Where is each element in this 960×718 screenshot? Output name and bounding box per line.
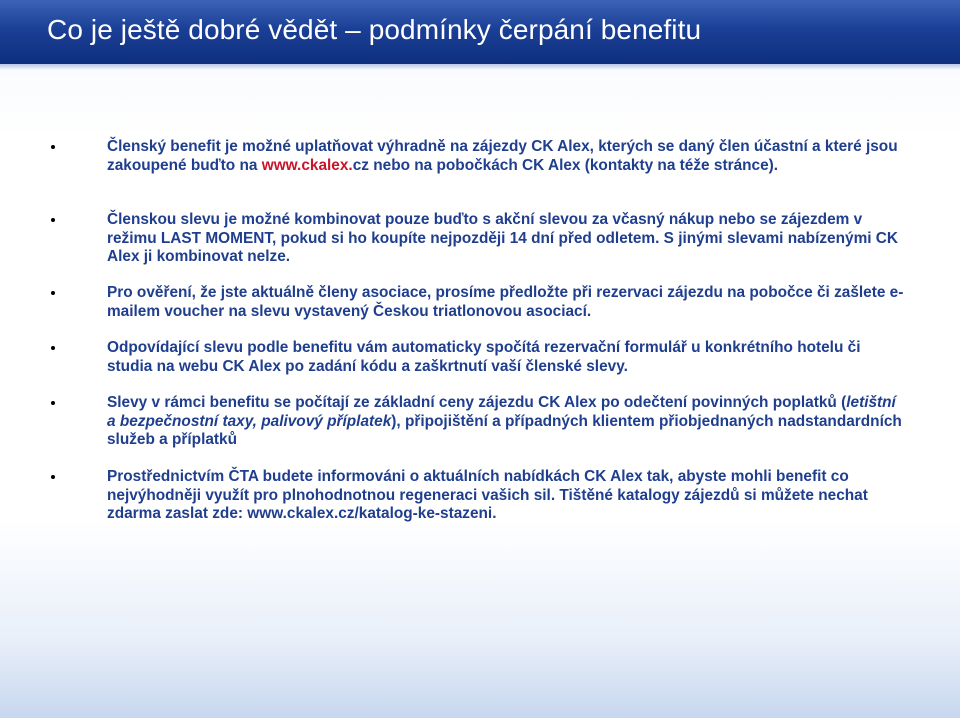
bullet-icon	[51, 145, 55, 149]
bullet-text: Slevy v rámci benefitu se počítají ze základní ceny zájezdu CK Alex po odečtení povinných poplatků (	[107, 394, 847, 411]
bullet-item-1	[107, 138, 907, 175]
title-shadow	[0, 64, 960, 70]
bullet-text-italic: letištní a bezpečnostní taxy, palivový příplatek	[107, 394, 896, 430]
website-link-suffix[interactable]: cz	[352, 156, 369, 174]
bullet-text: Členský benefit je možné uplatňovat výhradně na zájezdy CK Alex, kterých se daný člen účastní a které jsou zakoupené buďto na	[107, 138, 898, 174]
slide-title: Co je ještě dobré vědět – podmínky čerpání benefitu	[47, 14, 702, 45]
bullet-item-4	[107, 339, 907, 376]
bullet-text: Prostřednictvím ČTA budete informováni o aktuálních nabídkách CK Alex tak, abyste mohli benefit co nejvýhodněji využít pro plnohodnotnou regeneraci vašich sil. Tištěné katalogy zájezdů si můžete nechat zdarma zaslat zde: www.ckalex.cz/katalog-ke-stazeni.	[107, 468, 868, 522]
bullet-text-continued: nebo na pobočkách CK Alex (kontakty na téže stránce).	[368, 156, 779, 174]
bullet-icon	[51, 401, 55, 405]
website-link-red[interactable]: www.ckalex.	[261, 156, 353, 174]
bullet-text: Členskou slevu je možné kombinovat pouze buďto s akční slevou za včasný nákup nebo se zájezdem v režimu LAST MOMENT, pokud si ho koupíte nejpozději 14 dní před odletem. S jinými slevami nabízenými CK Alex ji kombinovat nelze.	[107, 211, 899, 265]
bullet-item-2	[107, 211, 907, 267]
bullet-icon	[51, 218, 55, 222]
bullet-item-3	[107, 284, 907, 321]
bullet-text: Odpovídající slevu podle benefitu vám automaticky spočítá rezervační formulář u konkrétního hotelu či studia na webu CK Alex po zadání kódu a zaškrtnutí vaší členské slevy.	[107, 339, 861, 375]
bullet-text-continued: ), připojištění a případných klientem přiobjednaných nadstandardních služeb a příplatků	[107, 412, 902, 448]
bullet-item-6	[107, 468, 907, 524]
bullet-item-5	[107, 394, 907, 450]
bullet-icon	[51, 475, 55, 479]
bullet-icon	[51, 291, 55, 295]
title-bar	[0, 0, 960, 64]
bullet-text: Pro ověření, že jste aktuálně členy asociace, prosíme předložte při rezervaci zájezdu na pobočce či zašlete e-mailem voucher na slevu vystavený Českou triatlonovou asociací.	[107, 284, 904, 320]
bullet-icon	[51, 346, 55, 350]
